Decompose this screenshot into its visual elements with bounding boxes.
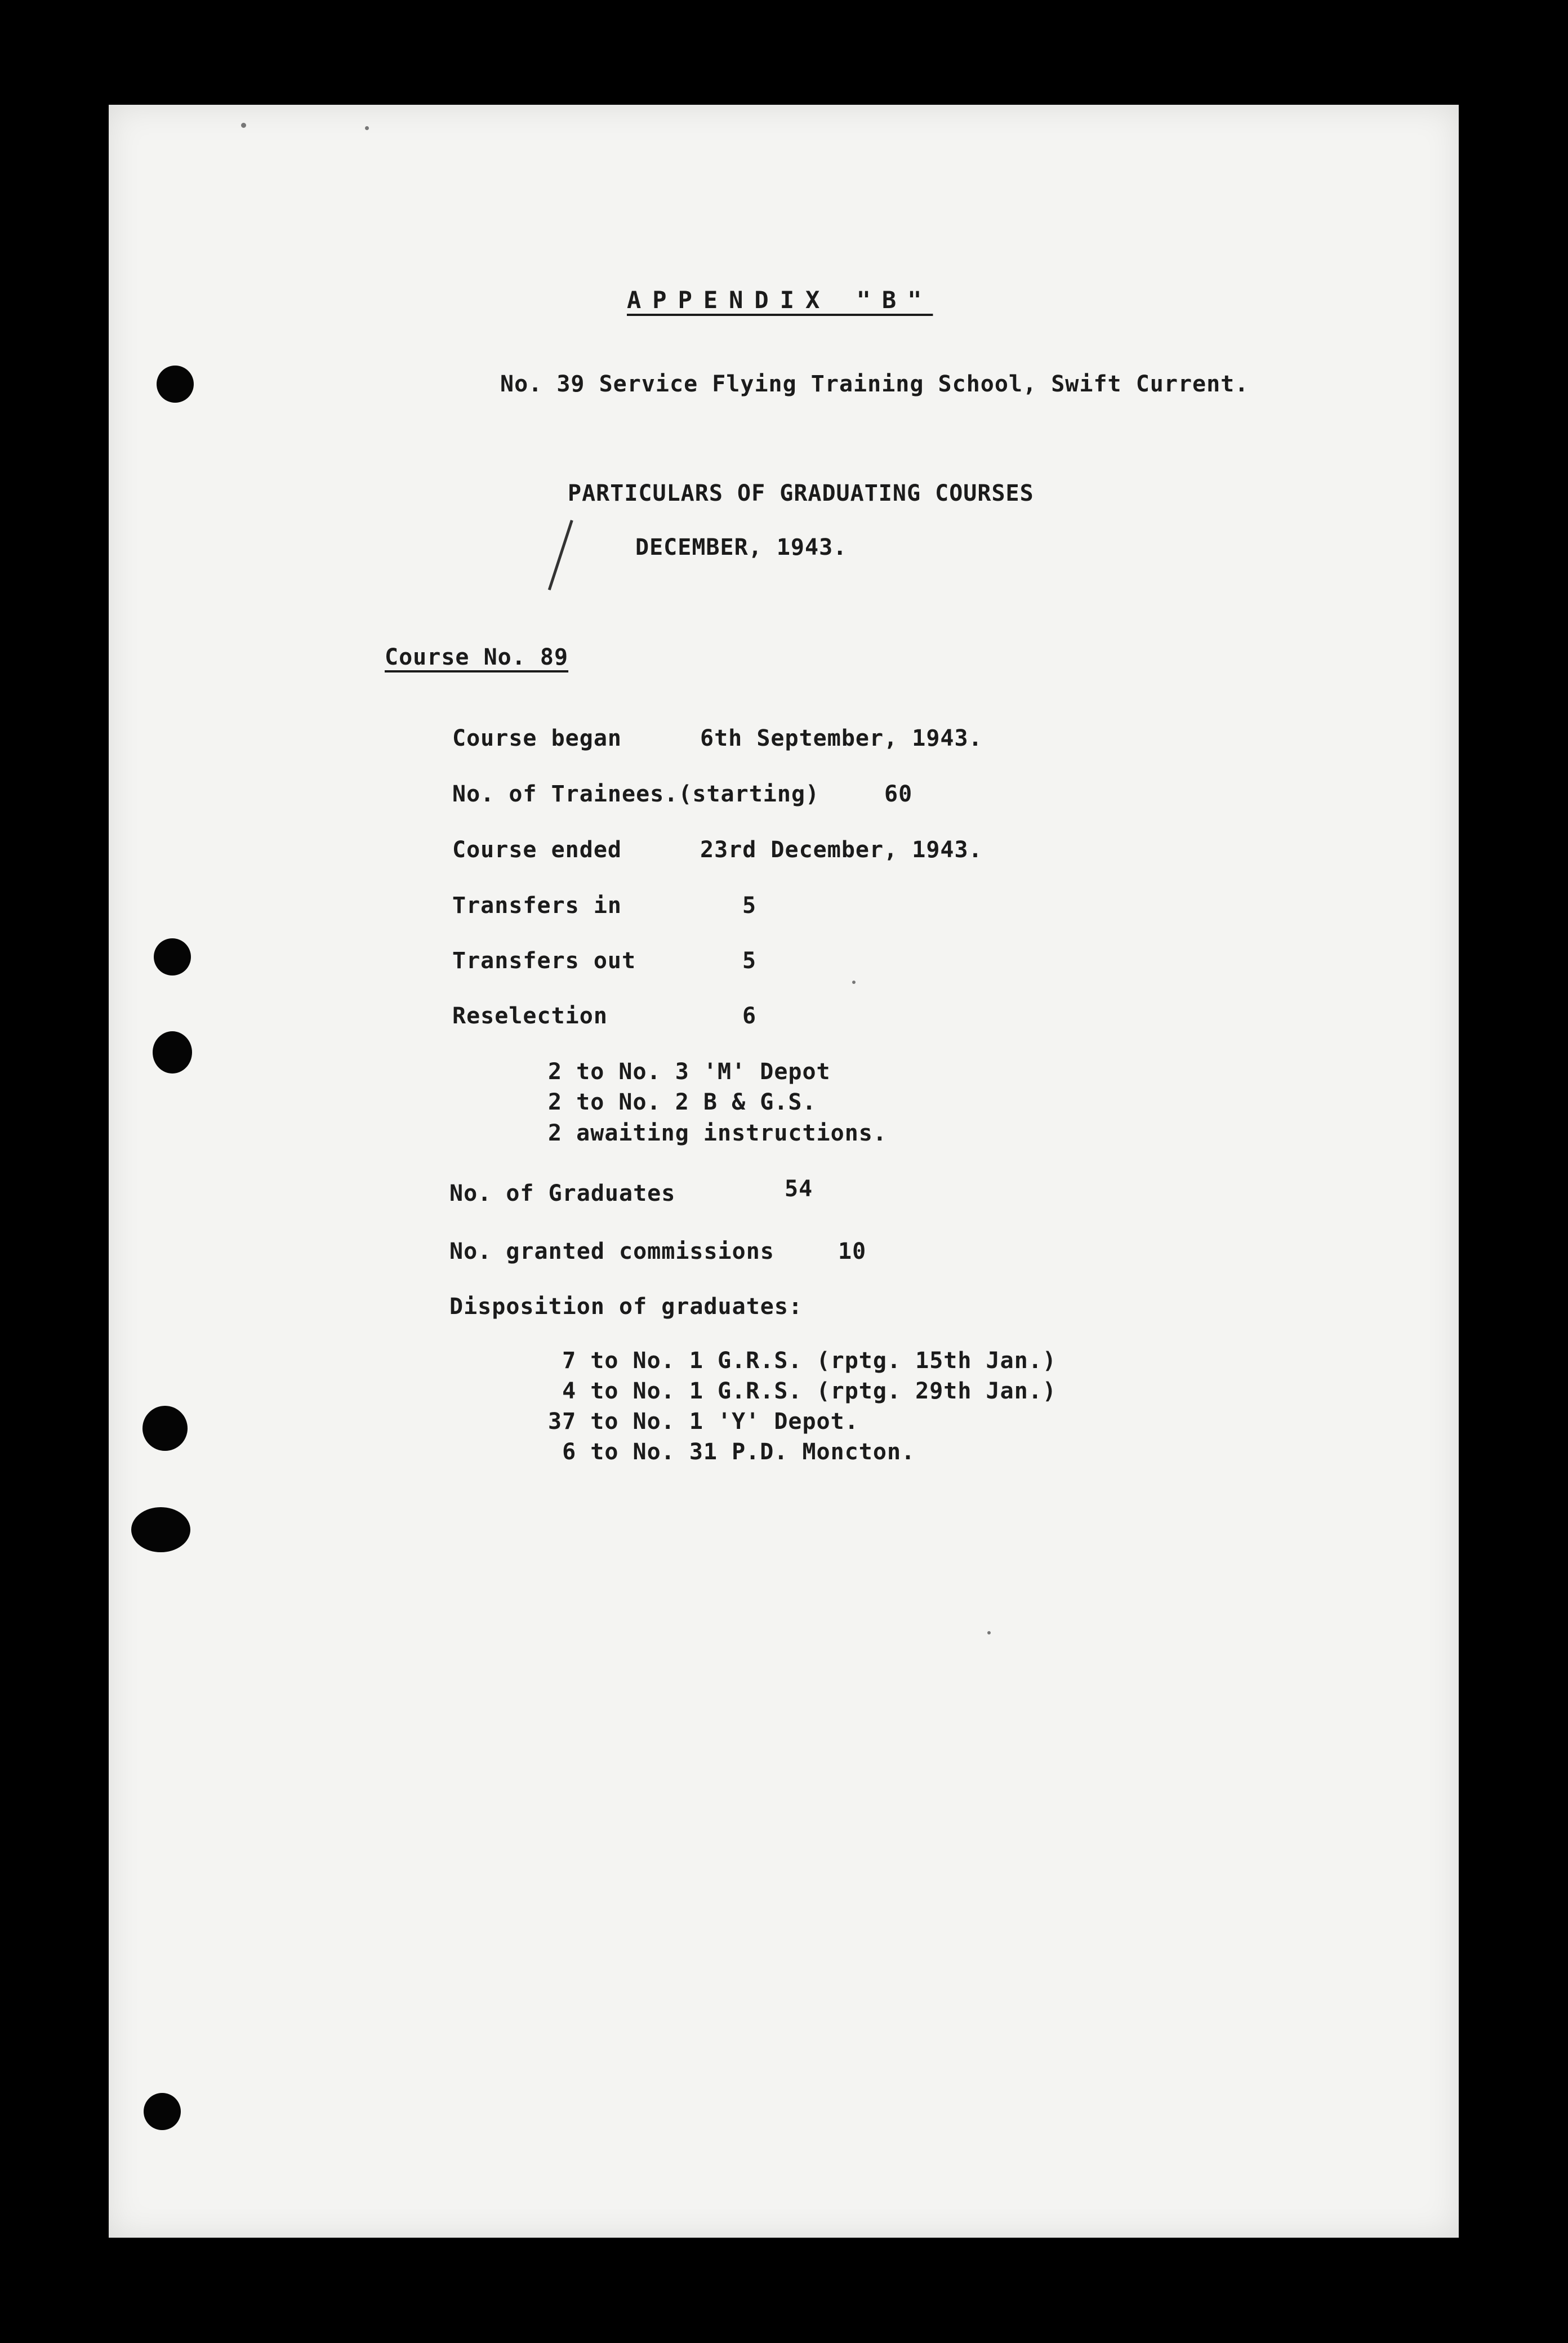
transfers-in-value: 5 — [742, 893, 757, 919]
reselection-detail: 2 to No. 2 B & G.S. — [548, 1089, 817, 1115]
course-began-label: Course began — [452, 725, 622, 751]
document-date: DECEMBER, 1943. — [635, 534, 848, 560]
disposition-item: 4 to No. 1 G.R.S. (rptg. 29th Jan.) — [548, 1378, 1057, 1404]
commissions-value: 10 — [838, 1239, 867, 1264]
speck — [365, 126, 369, 130]
transfers-out-value: 5 — [742, 948, 757, 974]
speck — [987, 1631, 991, 1634]
commissions-label: No. granted commissions — [449, 1239, 774, 1264]
punch-hole — [157, 366, 194, 403]
appendix-title: APPENDIX "B" — [627, 286, 933, 314]
school-name: No. 39 Service Flying Training School, Swift Current. — [500, 371, 1249, 397]
reselection-detail: 2 to No. 3 'M' Depot — [548, 1059, 831, 1085]
disposition-item: 37 to No. 1 'Y' Depot. — [548, 1409, 859, 1435]
punch-hole — [142, 1406, 188, 1451]
speck — [241, 123, 246, 128]
reselection-value: 6 — [742, 1003, 757, 1029]
course-title: Course No. 89 — [385, 644, 569, 670]
graduates-value: 54 — [785, 1176, 813, 1202]
punch-hole — [144, 2093, 181, 2130]
document-page — [109, 105, 1459, 2238]
disposition-item: 7 to No. 1 G.R.S. (rptg. 15th Jan.) — [548, 1348, 1057, 1374]
course-ended-label: Course ended — [452, 837, 622, 863]
graduates-label: No. of Graduates — [449, 1181, 676, 1206]
disposition-item: 6 to No. 31 P.D. Moncton. — [548, 1439, 916, 1465]
reselection-detail: 2 awaiting instructions. — [548, 1120, 887, 1146]
punch-hole — [154, 938, 191, 975]
transfers-in-label: Transfers in — [452, 893, 622, 919]
speck — [852, 981, 856, 984]
course-ended-value: 23rd December, 1943. — [700, 837, 983, 863]
punch-hole — [153, 1031, 192, 1073]
trainees-label: No. of Trainees.(starting) — [452, 781, 820, 807]
trainees-value: 60 — [884, 781, 913, 807]
pencil-mark — [548, 520, 573, 590]
transfers-out-label: Transfers out — [452, 948, 636, 974]
reselection-label: Reselection — [452, 1003, 608, 1029]
document-heading: PARTICULARS OF GRADUATING COURSES — [568, 480, 1034, 506]
course-began-value: 6th September, 1943. — [700, 725, 983, 751]
disposition-label: Disposition of graduates: — [449, 1294, 803, 1320]
punch-hole — [131, 1507, 190, 1552]
